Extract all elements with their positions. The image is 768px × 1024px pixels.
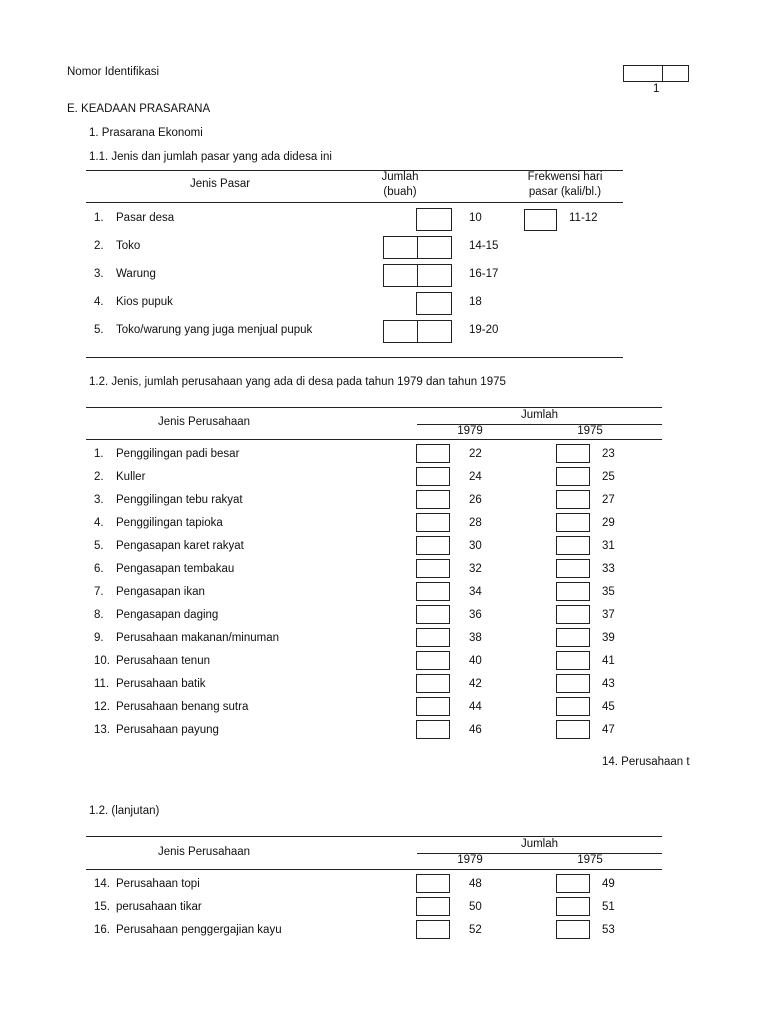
q12-col-jumlah: Jumlah	[520, 409, 559, 421]
company-row-label: Kuller	[116, 471, 146, 483]
q11-row-code: 18	[469, 296, 482, 308]
q11-row-num: 1.	[94, 212, 104, 224]
company-count-box-1979[interactable]	[416, 720, 450, 739]
company-count-box-1979[interactable]	[416, 874, 450, 893]
company-row-num: 7.	[94, 586, 104, 598]
company-count-box-1979[interactable]	[416, 674, 450, 693]
id-code-box[interactable]	[623, 65, 689, 82]
company-count-box-1975[interactable]	[556, 920, 590, 939]
company-code-1979: 24	[469, 471, 482, 483]
q11-jumlah-box-toko[interactable]	[383, 236, 452, 259]
company-code-1979: 52	[469, 924, 482, 936]
company-row-label: Pengasapan tembakau	[116, 563, 235, 575]
q11-frek-box-pasar-desa[interactable]	[524, 209, 557, 231]
company-code-1975: 51	[602, 901, 615, 913]
q11-row-label: Pasar desa	[116, 212, 175, 224]
company-row-label: Pengasapan daging	[116, 609, 219, 621]
q12-cont-title: 1.2. (lanjutan)	[89, 805, 160, 817]
q11-row-num: 4.	[94, 296, 104, 308]
company-code-1975: 23	[602, 448, 615, 460]
company-count-box-1975[interactable]	[556, 897, 590, 916]
company-code-1975: 47	[602, 724, 615, 736]
company-code-1975: 41	[602, 655, 615, 667]
company-row-num: 5.	[94, 540, 104, 552]
company-code-1979: 36	[469, 609, 482, 621]
q11-row-label: Warung	[116, 268, 156, 280]
company-row-num: 1.	[94, 448, 104, 460]
company-row-label: Perusahaan penggergajian kayu	[116, 924, 282, 936]
company-count-box-1975[interactable]	[556, 628, 590, 647]
q11-jumlah-box-kios-pupuk[interactable]	[416, 292, 452, 315]
id-box-number: 1	[653, 83, 660, 95]
company-code-1979: 26	[469, 494, 482, 506]
q11-row-code: 16-17	[469, 268, 499, 280]
company-code-1975: 31	[602, 540, 615, 552]
company-row-label: Pengasapan ikan	[116, 586, 205, 598]
company-code-1975: 37	[602, 609, 615, 621]
company-count-box-1979[interactable]	[416, 536, 450, 555]
company-count-box-1979[interactable]	[416, 513, 450, 532]
q12-cont-header-rule	[86, 869, 662, 870]
company-count-box-1975[interactable]	[556, 559, 590, 578]
q12-col-1975: 1975	[577, 425, 603, 437]
company-row-num: 10.	[94, 655, 110, 667]
q11-jumlah-box-pasar-desa[interactable]	[416, 208, 452, 231]
company-code-1979: 32	[469, 563, 482, 575]
company-row-num: 14.	[94, 878, 110, 890]
company-count-box-1975[interactable]	[556, 605, 590, 624]
q12-continuation-note: 14. Perusahaan t	[602, 756, 690, 768]
q11-row-num: 2.	[94, 240, 104, 252]
q11-header-rule	[86, 202, 623, 203]
q12-col-jenis: Jenis Perusahaan	[158, 416, 251, 428]
company-row-label: Perusahaan makanan/minuman	[116, 632, 280, 644]
company-code-1975: 29	[602, 517, 615, 529]
q12-header-rule	[86, 439, 662, 440]
company-row-label: Penggilingan padi besar	[116, 448, 240, 460]
company-code-1975: 53	[602, 924, 615, 936]
company-code-1975: 25	[602, 471, 615, 483]
q11-jumlah-box-toko-warung-pupuk[interactable]	[383, 320, 452, 343]
company-row-label: Penggilingan tapioka	[116, 517, 223, 529]
q11-col-frek-1: Frekwensi hari	[527, 171, 603, 183]
q12-cont-col-jenis: Jenis Perusahaan	[158, 846, 251, 858]
q11-frek-code: 11-12	[569, 212, 598, 224]
q12-top-rule	[86, 407, 662, 408]
q12-cont-col-1979: 1979	[457, 854, 483, 866]
company-count-box-1979[interactable]	[416, 605, 450, 624]
q11-col-jenis: Jenis Pasar	[190, 178, 251, 190]
company-count-box-1975[interactable]	[556, 513, 590, 532]
company-row-num: 2.	[94, 471, 104, 483]
company-count-box-1979[interactable]	[416, 559, 450, 578]
company-count-box-1979[interactable]	[416, 651, 450, 670]
company-row-num: 9.	[94, 632, 104, 644]
company-count-box-1975[interactable]	[556, 874, 590, 893]
company-row-label: Perusahaan topi	[116, 878, 200, 890]
company-count-box-1979[interactable]	[416, 444, 450, 463]
company-count-box-1975[interactable]	[556, 651, 590, 670]
company-count-box-1975[interactable]	[556, 720, 590, 739]
subsection-title: 1. Prasarana Ekonomi	[89, 127, 203, 139]
q11-row-num: 3.	[94, 268, 104, 280]
company-code-1979: 50	[469, 901, 482, 913]
company-code-1975: 45	[602, 701, 615, 713]
company-row-label: Perusahaan batik	[116, 678, 206, 690]
q11-row-code: 10	[469, 212, 482, 224]
q11-row-code: 19-20	[469, 324, 499, 336]
company-row-label: Perusahaan benang sutra	[116, 701, 249, 713]
company-count-box-1975[interactable]	[556, 536, 590, 555]
company-code-1975: 27	[602, 494, 615, 506]
company-code-1975: 33	[602, 563, 615, 575]
company-row-num: 16.	[94, 924, 110, 936]
company-code-1979: 42	[469, 678, 482, 690]
q12-col-1979: 1979	[457, 425, 483, 437]
company-code-1979: 38	[469, 632, 482, 644]
company-count-box-1979[interactable]	[416, 697, 450, 716]
q11-jumlah-box-warung[interactable]	[383, 264, 452, 287]
company-row-num: 15.	[94, 901, 110, 913]
company-count-box-1975[interactable]	[556, 697, 590, 716]
q12-cont-col-jumlah: Jumlah	[520, 838, 559, 850]
q12-title: 1.2. Jenis, jumlah perusahaan yang ada di desa pada tahun 1979 dan tahun 1975	[89, 376, 506, 388]
company-count-box-1975[interactable]	[556, 467, 590, 486]
q11-row-label: Toko	[116, 240, 141, 252]
company-row-label: Pengasapan karet rakyat	[116, 540, 244, 552]
section-title: E. KEADAAN PRASARANA	[67, 103, 211, 115]
company-code-1979: 30	[469, 540, 482, 552]
company-code-1979: 44	[469, 701, 482, 713]
company-row-num: 6.	[94, 563, 104, 575]
company-code-1975: 49	[602, 878, 615, 890]
q11-bottom-rule	[86, 357, 623, 358]
company-code-1979: 46	[469, 724, 482, 736]
company-row-label: Perusahaan payung	[116, 724, 219, 736]
company-count-box-1979[interactable]	[416, 897, 450, 916]
company-code-1975: 43	[602, 678, 615, 690]
id-code-box-divider	[662, 66, 663, 81]
q11-col-frek-2: pasar (kali/bl.)	[528, 186, 602, 198]
company-code-1979: 48	[469, 878, 482, 890]
q11-title: 1.1. Jenis dan jumlah pasar yang ada didesa ini	[89, 151, 332, 163]
q12-cont-col-1975: 1975	[577, 854, 603, 866]
company-count-box-1975[interactable]	[556, 490, 590, 509]
company-row-num: 12.	[94, 701, 110, 713]
company-count-box-1979[interactable]	[416, 467, 450, 486]
company-row-num: 4.	[94, 517, 104, 529]
company-count-box-1979[interactable]	[416, 490, 450, 509]
company-count-box-1975[interactable]	[556, 674, 590, 693]
company-count-box-1979[interactable]	[416, 582, 450, 601]
company-row-num: 8.	[94, 609, 104, 621]
company-row-label: perusahaan tikar	[116, 901, 202, 913]
company-code-1979: 34	[469, 586, 482, 598]
company-code-1979: 28	[469, 517, 482, 529]
q11-col-jumlah-2: (buah)	[383, 186, 417, 198]
company-code-1979: 22	[469, 448, 482, 460]
company-code-1979: 40	[469, 655, 482, 667]
company-row-num: 3.	[94, 494, 104, 506]
q11-row-num: 5.	[94, 324, 104, 336]
q11-row-code: 14-15	[469, 240, 499, 252]
company-row-label: Penggilingan tebu rakyat	[116, 494, 243, 506]
company-count-box-1975[interactable]	[556, 444, 590, 463]
company-count-box-1979[interactable]	[416, 920, 450, 939]
company-code-1975: 39	[602, 632, 615, 644]
company-row-label: Perusahaan tenun	[116, 655, 210, 667]
company-code-1975: 35	[602, 586, 615, 598]
company-count-box-1975[interactable]	[556, 582, 590, 601]
q11-row-label: Toko/warung yang juga menjual pupuk	[116, 324, 313, 336]
q11-row-label: Kios pupuk	[116, 296, 173, 308]
id-label: Nomor Identifikasi	[67, 66, 160, 78]
company-count-box-1979[interactable]	[416, 628, 450, 647]
q12-cont-top-rule	[86, 836, 662, 837]
q11-col-jumlah-1: Jumlah	[381, 171, 419, 183]
company-row-num: 13.	[94, 724, 110, 736]
company-row-num: 11.	[94, 678, 110, 690]
